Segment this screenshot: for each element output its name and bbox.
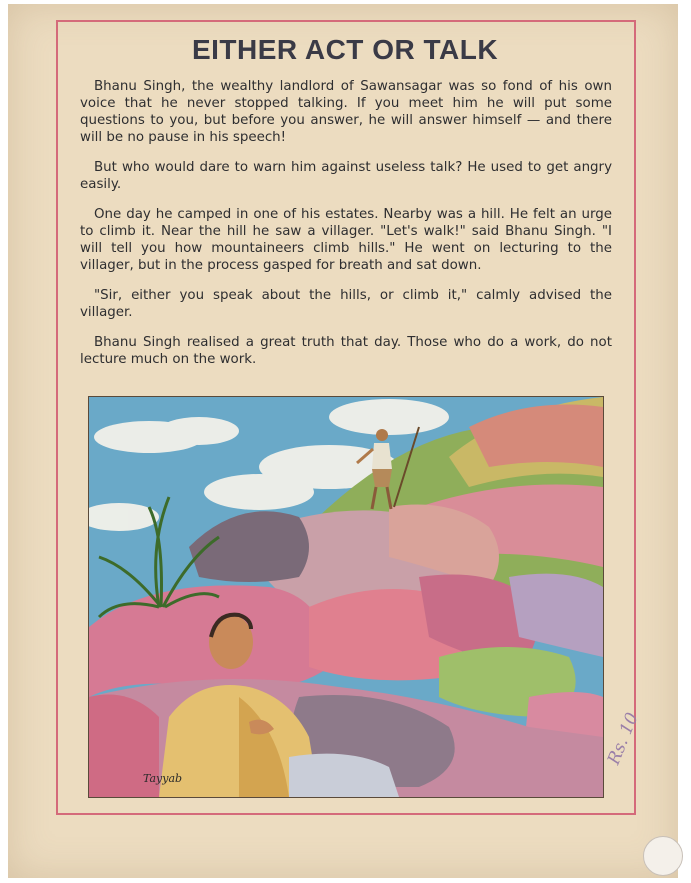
story-paragraph-4: "Sir, either you speak about the hills, or climb it," calmly advised the villager.	[80, 288, 612, 320]
story-title: EITHER ACT OR TALK	[191, 34, 499, 65]
story-paragraph-5: Bhanu Singh realised a great truth that day. Those who do a work, do not lecture much on the work.	[80, 335, 612, 367]
handwritten-note: Rs. 10	[604, 709, 643, 768]
scanner-watermark-icon	[643, 836, 683, 876]
story-paragraph-1: Bhanu Singh, the wealthy landlord of Sawansagar was so fond of his own voice that he never stopped talking. If you meet him he will put some questions to you, but before you answer, he will answer himself — and there will be no pause in his speech!	[80, 79, 612, 145]
story-illustration	[88, 396, 604, 798]
story-paragraph-3: One day he camped in one of his estates. Nearby was a hill. He felt an urge to climb it. Near the hill he saw a villager. "Let's walk!" said Bhanu Singh. "I will tell you how mountaineers climb hills." He went on lecturing to the villager, but in the process gasped for breath and sat down.	[80, 207, 612, 273]
story-body	[80, 78, 612, 381]
story-paragraph-2: But who would dare to warn him against useless talk? He used to get angry easily.	[80, 160, 612, 192]
artist-signature: Tayyab	[143, 772, 183, 785]
